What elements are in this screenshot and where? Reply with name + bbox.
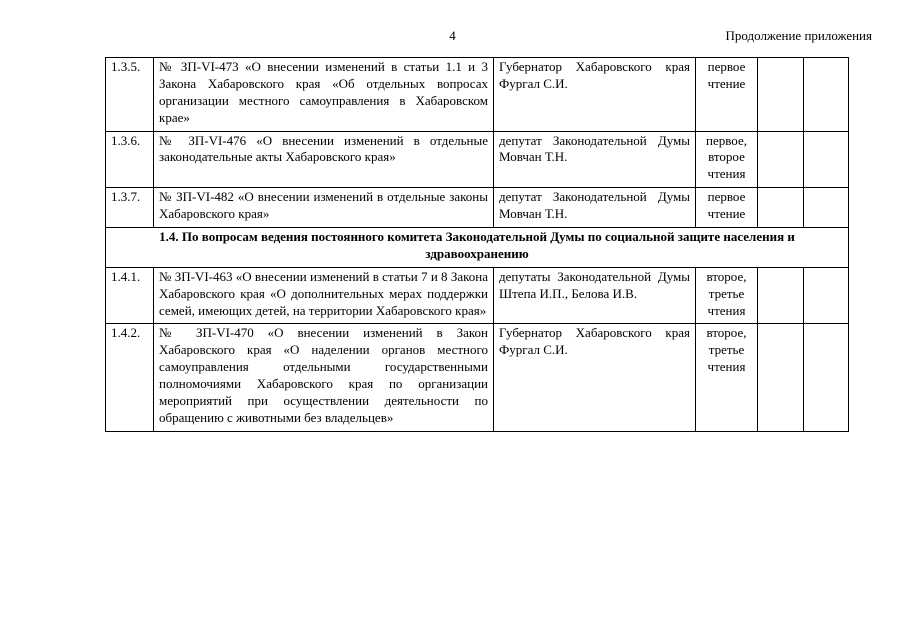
- cell-reading: второе, третье чтения: [696, 267, 758, 324]
- page-number: 4: [449, 28, 456, 43]
- cell-empty: [758, 58, 804, 132]
- cell-number: 1.3.6.: [106, 131, 154, 188]
- cell-number: 1.4.1.: [106, 267, 154, 324]
- section-header: 1.4. По вопросам ведения постоянного комитета Законодательной Думы по социальной защите населения и здравоохранению: [106, 228, 849, 268]
- cell-empty: [804, 58, 849, 132]
- table-row: [106, 267, 849, 324]
- cell-empty: [758, 131, 804, 188]
- cell-empty: [804, 267, 849, 324]
- cell-title: № ЗП-VI-482 «О внесении изменений в отдельные законы Хабаровского края»: [154, 188, 494, 228]
- cell-author: Губернатор Хабаровского края Фургал С.И.: [494, 58, 696, 132]
- page-header: [0, 28, 905, 46]
- cell-empty: [804, 131, 849, 188]
- cell-empty: [804, 324, 849, 431]
- table-row: [106, 188, 849, 228]
- table-row: [106, 58, 849, 132]
- cell-author: депутат Законодательной Думы Мовчан Т.Н.: [494, 188, 696, 228]
- cell-reading: первое, второе чтения: [696, 131, 758, 188]
- cell-author: Губернатор Хабаровского края Фургал С.И.: [494, 324, 696, 431]
- cell-empty: [758, 324, 804, 431]
- table-row: [106, 324, 849, 431]
- continuation-label: Продолжение приложения: [725, 28, 872, 43]
- cell-empty: [758, 267, 804, 324]
- schedule-table: [105, 57, 849, 432]
- cell-title: № ЗП-VI-470 «О внесении изменений в Закон Хабаровского края «О наделении органов местного самоуправления отдельными государственными полномочиями Хабаровского края по организации мероприятий при осуществлении деятельности по обращению с животными без владельцев»: [154, 324, 494, 431]
- table-row: [106, 131, 849, 188]
- cell-author: депутаты Законодательной Думы Штепа И.П., Белова И.В.: [494, 267, 696, 324]
- cell-empty: [758, 188, 804, 228]
- cell-number: 1.3.5.: [106, 58, 154, 132]
- cell-reading: первое чтение: [696, 188, 758, 228]
- cell-empty: [804, 188, 849, 228]
- cell-reading: первое чтение: [696, 58, 758, 132]
- cell-reading: второе, третье чтения: [696, 324, 758, 431]
- cell-title: № ЗП-VI-463 «О внесении изменений в статьи 7 и 8 Закона Хабаровского края «О дополнительных мерах поддержки семей, имеющих детей, на территории Хабаровского края»: [154, 267, 494, 324]
- section-header-row: [106, 228, 849, 268]
- cell-number: 1.3.7.: [106, 188, 154, 228]
- cell-number: 1.4.2.: [106, 324, 154, 431]
- cell-title: № ЗП-VI-473 «О внесении изменений в статьи 1.1 и 3 Закона Хабаровского края «Об отдельных вопросах организации местного самоуправления в Хабаровском крае»: [154, 58, 494, 132]
- cell-title: № ЗП-VI-476 «О внесении изменений в отдельные законодательные акты Хабаровского края»: [154, 131, 494, 188]
- cell-author: депутат Законодательной Думы Мовчан Т.Н.: [494, 131, 696, 188]
